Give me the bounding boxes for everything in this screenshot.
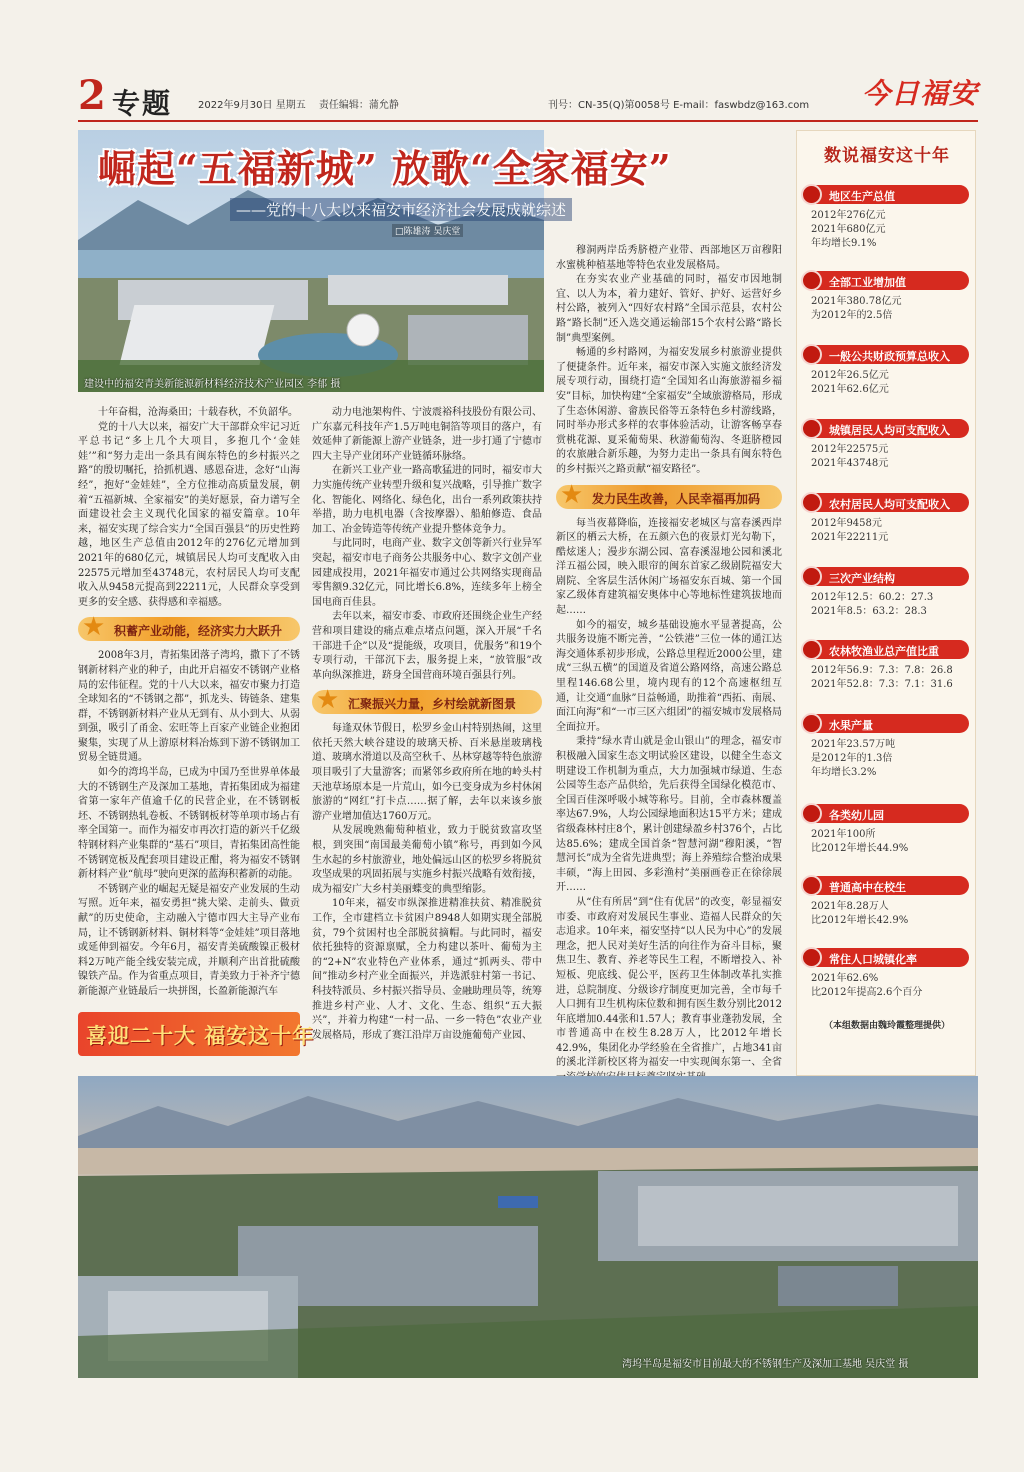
paragraph: 党的十八大以来，福安广大干部群众牢记习近平总书记“多上几个大项目，多抱几个‘金娃娃’”和“努力走出一条具有闽东特色的乡村振兴之路”的殷切嘱托，拾抓机遇、感恩奋进，念好“山海经”，抱好“金娃娃”，全方位推动高质量发展，朝着“五福新城、全家福安”的美好愿景，奋力谱写全面建设社会主义现代化国家的福安篇章。10年来，福安实现了综合实力“全国百强县”的历史性跨越，地区生产总值由2012年的276亿元增加到2021年的680亿元，城镇居民人均可支配收入由22575元增加至43748元，农村居民人均可支配收入从9458元提高到22211元，人民群众享受到更多的安全感、获得感和幸福感。	[78, 421, 300, 608]
bullet-icon	[801, 639, 822, 660]
bullet-icon	[801, 344, 822, 365]
section-banner	[312, 685, 542, 716]
promo-banner	[78, 1012, 315, 1056]
stat-line: 2012年12.5：60.2：27.3	[811, 592, 934, 603]
bullet-icon	[801, 947, 822, 968]
header-meta	[198, 96, 409, 111]
star-icon: ★	[560, 479, 584, 510]
stat-line: 是2012年的1.3倍	[811, 753, 893, 764]
paragraph: 畅通的乡村路网，为福安发展乡村旅游业提供了便捷条件。近年来，福安市深入实施文旅经济发展专项行动，围绕打造“全国知名山海旅游福乡福安”目标，加快构建“全家福安”全域旅游格局，形成了生态休闲游、畲族民俗等五条特色乡村游线路，同时举办形式多样的农事体验活动，让游客畅享春赏桃花源、夏采葡萄果、秋游葡萄沟、冬逛脐橙园的农旅融合新乐趣，为努力走出一条具有闽东特色的乡村振兴之路贡献“福安路径”。	[556, 347, 782, 475]
stat-item	[805, 640, 969, 692]
stat-label: 普通高中在校生	[829, 881, 906, 894]
stat-item	[805, 185, 969, 251]
stat-values	[805, 443, 969, 471]
stat-line: 2021年8.28万人	[811, 901, 889, 912]
paragraph: 穆洞两岸岳秀脐橙产业带、西部地区万亩穆阳水蜜桃种植基地等特色农业发展格局。	[556, 245, 782, 271]
stat-values	[805, 828, 969, 856]
bullet-icon	[801, 803, 822, 824]
stat-label: 各类幼儿园	[829, 809, 884, 822]
stat-label: 农村居民人均可支配收入	[829, 498, 950, 511]
section-banner-label: 发力民生改善，人民幸福再加码	[592, 491, 761, 506]
stat-item	[805, 948, 969, 1000]
header-meta-right	[548, 96, 809, 111]
contact-email: E-mail：faswbdz@163.com	[673, 100, 810, 111]
paragraph: 每逢双休节假日，松罗乡金山村特别热闹，这里依托天然大峡谷建设的玻璃天桥、百米悬崖玻璃栈道、玻璃水滑道以及高空秋千、丛林穿越等特色旅游项目吸引了大量游客；而紧邻乡政府所在地的岭头村天池草场原本是一片荒山，如今已变身成为乡村休闲旅游的“网红”打卡点……据了解，去年以来该乡旅游产业增加值达1760万元。	[312, 723, 542, 822]
paragraph: 如今的福安，城乡基础设施水平显著提高，公共服务设施不断完善，“公铁港”三位一体的通江达海交通体系初步形成，公路总里程近2000公里，建成“三纵五横”的国道及省道公路网络，高速公路总里程146.68公里，境内现有的12个高速枢纽互通，让交通“血脉”日益畅通，助推着“西拓、南展、面江向海”和“一市三区六组团”的福安城市发展格局全面拉开。	[556, 619, 782, 733]
bottom-photo-caption: 湾坞半岛是福安市目前最大的不锈钢生产及深加工基地 吴庆堂 摄	[622, 1359, 909, 1370]
stat-item	[805, 345, 969, 397]
stat-label-pill	[805, 948, 969, 967]
paper-logo: 今日福安	[861, 77, 978, 110]
issue-date: 2022年9月30日 星期五	[198, 100, 306, 111]
stat-label: 三次产业结构	[829, 572, 895, 585]
bullet-icon	[801, 713, 822, 734]
stat-values	[805, 738, 969, 780]
stat-values	[805, 972, 969, 1000]
stat-line: 2012年276亿元	[811, 210, 886, 221]
paragraph: 2008年3月，青拓集团落子湾坞，撒下了不锈钢新材料产业的种子，由此开启福安不锈钢产业格局的宏伟征程。党的十八大以来，福安市聚力打造全球知名的“不锈钢之都”，抓龙头、铸链条、建集群，不锈钢新材料产业从无到有、从小到大、从弱到强，吸引了甬金、宏旺等上百家产业链企业抱团聚集，实现了从上游原材料冶炼到下游不锈钢加工贸易全链贯通。	[78, 650, 300, 764]
stat-label: 地区生产总值	[829, 190, 895, 203]
section-banner-label: 汇聚振兴力量，乡村绘就新图景	[348, 697, 517, 712]
stat-values	[805, 517, 969, 545]
stat-values	[805, 591, 969, 619]
bullet-icon	[801, 270, 822, 291]
stat-label-pill	[805, 185, 969, 204]
editor-credit: 责任编辑：蒲允静	[318, 100, 399, 111]
stat-line: 2021年8.5：63.2：28.3	[811, 606, 927, 617]
stat-item	[805, 419, 969, 471]
stat-line: 2021年380.78亿元	[811, 296, 902, 307]
stat-line: 2012年22575元	[811, 444, 889, 455]
stat-item	[805, 493, 969, 545]
stat-line: 为2012年的2.5倍	[811, 310, 893, 321]
stat-label-pill	[805, 714, 969, 733]
bullet-icon	[801, 492, 822, 513]
stat-line: 2021年23.57万吨	[811, 739, 896, 750]
stat-label: 农林牧渔业总产值比重	[829, 645, 939, 658]
sidebar-credit: （本组数据由魏玲霞整理提供）	[823, 1021, 950, 1031]
stat-values	[805, 900, 969, 928]
section-banner-label: 积蓄产业动能，经济实力大跃升	[114, 624, 283, 639]
page-header	[78, 72, 978, 122]
paragraph: 从“住有所居”到“住有优居”的改变，彰显福安市委、市政府对发展民生事业、造福人民群众的矢志追求。10年来，福安坚持“以人民为中心”的发展理念，把人民对美好生活的向往作为奋斗目标，聚焦卫生、教育、养老等民生工程，不断增投入、补短板、兜底线、促公平，医药卫生体制改革扎实推进，总院制度、分级诊疗制度更加完善，全市每千人口拥有卫生机构床位数和拥有医生数分别比2012年底增加0.44张和1.57人；教育事业蓬勃发展，全市普通高中在校生8.28万人，比2012年增长42.9%，集团化办学经验在全省推广，占地341亩的溪北洋新校区将为福安一中实现闽东第一、全省	[556, 896, 782, 1069]
article-column-1	[78, 406, 300, 1056]
stat-line: 2021年52.8：7.3：7.1：31.6	[811, 679, 953, 690]
star-icon: ★	[82, 612, 106, 643]
stat-values	[805, 369, 969, 397]
section-banner	[556, 479, 782, 510]
star-icon: ★	[316, 685, 340, 716]
sidebar-title: 数说福安这十年	[824, 146, 950, 166]
stat-line: 比2012年增长44.9%	[811, 843, 909, 854]
stat-item	[805, 876, 969, 928]
paragraph: 秉持“绿水青山就是金山银山”的理念，福安市积极融入国家生态文明试验区建设，以健全生态文明建设工作机制为重点，大力加强城市绿道、生态公园等生态产品供给，先后获得全国绿化模范市、全国百佳深呼吸小城等称号。目前，全市森林覆盖率达67.9%，人均公园绿地面积达15平方米；建成省级森林村庄8个，累计创建绿盈乡村376个，占比达85.6%；建成全国首条“智慧河湖”穆阳溪，“智慧河长”成为全省先进典型；海上养殖综合整治成果丰硕，“海上田园、多彩渔村”美丽画卷正在徐徐展开……	[556, 736, 782, 894]
paragraph: 每当夜幕降临，连接福安老城区与富春溪西岸新区的栖云大桥，在五颜六色的夜景灯光勾勒下，酷炫迷人；漫步东湖公园、富春溪湿地公园和溪北洋五福公园，映入眼帘的闽东首家乙级剧院福安大剧院、全客层生活休闲广场福安东百城、第一个国家乙级体育建筑福安奥体中心等地标性建筑拔地而起……	[556, 517, 782, 617]
paragraph: 不锈钢产业的崛起无疑是福安产业发展的生动写照。近年来，福安勇担“挑大梁、走前头、做贡献”的历史使命，主动融入宁德市四大主导产业布局，让不锈钢新材料、铜材料等“金娃娃”项目落地或延伸到福安。今年6月，福安青美硫酸镍正极材料2万吨产能全线安装完成，并顺利产出首批硫酸镍铁产品。作为省重点项目，青美致力于补齐宁德新能源产业链最后一块拼图，长盈新能源汽车	[78, 883, 300, 997]
stat-label-pill	[805, 271, 969, 290]
stat-label-pill	[805, 804, 969, 823]
stat-line: 2012年26.5亿元	[811, 370, 889, 381]
bullet-icon	[801, 184, 822, 205]
article-headline: 崛起“五福新城” 放歌“全家福安”	[98, 146, 672, 191]
stat-label-pill	[805, 419, 969, 438]
stat-label: 一般公共财政预算总收入	[829, 350, 950, 363]
paragraph: 在夯实农业产业基础的同时，福安市因地制宜、以人为本，着力建好、管好、护好、运营好乡村公路，被列入“四好农村路”全国示范县，农村公路“路长制”还入选交通运输部15个农村公路“路长制”典型案例。	[556, 274, 782, 344]
stat-label: 全部工业增加值	[829, 276, 906, 289]
stat-item	[805, 567, 969, 619]
stat-line: 2021年100所	[811, 829, 876, 840]
promo-banner-label: 喜迎二十大 福安这十年	[86, 1024, 315, 1048]
stat-line: 年均增长3.2%	[811, 767, 877, 778]
stat-label: 常住人口城镇化率	[829, 953, 917, 966]
issue-number: 刊号：CN-35(Q)第0058号	[548, 100, 670, 111]
paragraph: 10年来，福安市纵深推进精准扶贫、精准脱贫工作，全市建档立卡贫困户8948人如期实现全部脱贫，79个贫困村也全部脱贫摘帽。与此同时，福安依托独特的资源禀赋，全力构建以茶叶、葡萄为主的“2+N”农业特色产业体系，通过“抓两头、带中间”推动乡村产业全面振兴，并选派驻村第一书记、科技特派员、乡村振兴指导员、金融助理员等，统筹推进乡村产业、人才、文化、生态、组织“五大振兴”，并着力构建“一村一品、一乡一特色”农业产业发展格局，形成了赛江沿岸万亩设施葡萄产业园、	[312, 898, 542, 1041]
stat-line: 年均增长9.1%	[811, 238, 877, 249]
paragraph: 如今的湾坞半岛，已成为中国乃至世界单体最大的不锈钢生产及深加工基地，青拓集团成为福建省第一家年产值逾千亿的民营企业，在不锈钢板坯、不锈钢热轧卷板、不锈钢板材等单项市场占有率全国第一。而作为福安市再次打造的新兴千亿级特钢材料产业集群的“基石”项目，青拓集团高性能不锈钢宽板及配套项目建设正酣，将为福安不锈钢新材料产业“航母”驶向更深的蓝海积蓄新的动能。	[78, 767, 300, 881]
article-byline: □陈雄涛 吴庆堂	[392, 224, 463, 237]
article-column-3	[556, 244, 782, 1074]
stat-line: 比2012年提高2.6个百分	[811, 987, 923, 998]
bullet-icon	[801, 566, 822, 587]
stat-line: 2021年680亿元	[811, 224, 886, 235]
article-subtitle: ——党的十八大以来福安市经济社会发展成就综述	[230, 198, 572, 221]
paragraph: 在新兴工业产业一路高歌猛进的同时，福安市大力实施传统产业转型升级和复兴战略，引导推广数字化、智能化、网络化、绿色化，出台一系列政策扶持举措，助力电机电器（含按摩器）、船舶修造、食品加工、冶金铸造等传统产业提升整体竞争力。	[312, 465, 542, 535]
section-banner	[78, 612, 300, 643]
page-number: 2	[78, 72, 106, 119]
paragraph: 十年奋楫，沧海桑田；十载春秋，不负韶华。	[98, 407, 298, 418]
article-column-2	[312, 406, 542, 1074]
stat-line: 2021年62.6亿元	[811, 384, 889, 395]
stat-line: 2012年56.9：7.3：7.8：26.8	[811, 665, 953, 676]
stats-sidebar-lower	[796, 634, 976, 1076]
stat-label: 城镇居民人均可支配收入	[829, 424, 950, 437]
stat-line: 2021年62.6%	[811, 973, 879, 984]
stat-label-pill	[805, 567, 969, 586]
paragraph: 从发展晚熟葡萄种植业，致力于脱贫致富攻坚根，到突围“南国最美葡萄小镇”称号，再到如今风生水起的乡村旅游业，地处偏远山区的松罗乡将脱贫攻坚成果的巩固拓展与实施乡村振兴战略有效衔接，成为福安广大乡村美丽蝶变的典型缩影。	[312, 825, 542, 895]
bullet-icon	[801, 875, 822, 896]
bottom-photo	[78, 1076, 978, 1378]
section-title: 专题	[112, 87, 173, 120]
stat-label-pill	[805, 345, 969, 364]
stat-values	[805, 295, 969, 323]
paragraph: 动力电池架构件、宁波震裕科技股份有限公司、广东嘉元科技年产1.5万吨电铜箔等项目的落户，有效延伸了新能源上游产业链条，进一步打通了宁德市四大主导产业闭环产业链循环脉络。	[312, 407, 542, 462]
paragraph: 与此同时，电商产业、数字文创等新兴行业异军突起，福安市电子商务公共服务中心、数字文创产业园建成投用，2021年福安市通过公共网络实现商品零售额9.32亿元，同比增长6.8%，连续多年上榜全国电商百佳县。	[312, 538, 542, 608]
stat-label: 水果产量	[829, 719, 873, 732]
stat-values	[805, 209, 969, 251]
stat-label-pill	[805, 876, 969, 895]
stat-item	[805, 804, 969, 856]
stat-line: 2012年9458元	[811, 518, 882, 529]
stat-item	[805, 714, 969, 780]
bullet-icon	[801, 418, 822, 439]
stat-label-pill	[805, 493, 969, 512]
paragraph: 去年以来，福安市委、市政府还围绕企业生产经营和项目建设的痛点难点堵点问题，深入开展“千名干部进千企”以及“提能级，攻项目，优服务”和19个专项行动，干部沉下去，服务提上来，“放管服”改革向纵深推进，跻身全国营商环境百强县行列。	[312, 611, 542, 681]
stat-values	[805, 664, 969, 692]
stat-label-pill	[805, 640, 969, 659]
stat-line: 2021年22211元	[811, 532, 889, 543]
stat-line: 比2012年增长42.9%	[811, 915, 909, 926]
top-photo-caption: 建设中的福安青美新能源新材料经济技术产业园区 李郁 摄	[84, 379, 341, 390]
stat-item	[805, 271, 969, 323]
stat-line: 2021年43748元	[811, 458, 889, 469]
